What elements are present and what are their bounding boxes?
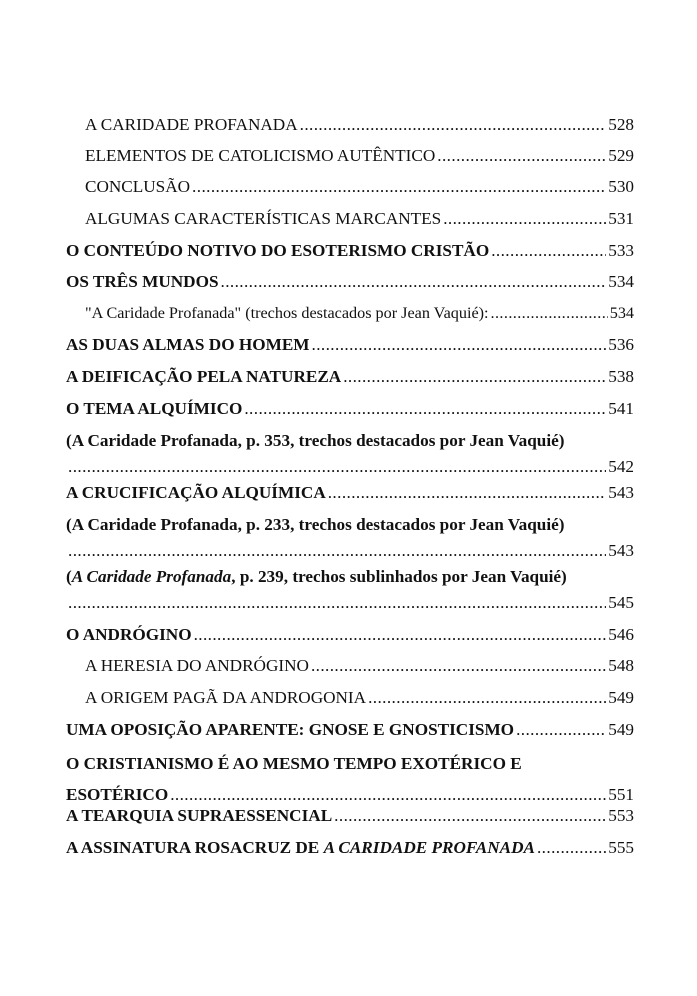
toc-title xyxy=(85,114,299,135)
toc-title-text: A CARIDADE PROFANADA xyxy=(323,838,535,857)
toc-entry[interactable] xyxy=(66,430,634,477)
dot-leader xyxy=(334,805,606,826)
toc-entry[interactable] xyxy=(66,114,634,135)
toc-title-text: A TEARQUIA SUPRAESSENCIAL xyxy=(66,806,333,825)
toc-title xyxy=(66,784,169,805)
dot-leader xyxy=(312,334,607,355)
toc-entry[interactable] xyxy=(66,334,634,355)
toc-title-text: A ASSINATURA ROSACRUZ DE xyxy=(66,838,324,857)
toc-title-text: ( xyxy=(66,567,72,586)
toc-title xyxy=(66,719,515,740)
toc-title xyxy=(66,271,220,292)
page-number: 528 xyxy=(608,115,634,134)
page-number: 548 xyxy=(608,656,634,675)
toc-title-text: AS DUAS ALMAS DO HOMEM xyxy=(66,335,310,354)
toc-title-text: A CARIDADE PROFANADA xyxy=(85,115,298,134)
toc-title-text: , p. 239, trechos sublinhados por Jean Vaquié) xyxy=(231,567,567,586)
dot-leader xyxy=(491,303,608,324)
page-number: 543 xyxy=(608,541,634,560)
page-number: 549 xyxy=(608,720,634,739)
dot-leader xyxy=(192,176,606,197)
toc-title xyxy=(85,687,367,708)
page-number: 555 xyxy=(608,838,634,857)
dot-leader xyxy=(244,398,606,419)
dot-leader xyxy=(194,624,607,645)
toc-title-text: ESOTÉRICO xyxy=(66,785,169,804)
toc-title-text: A HERESIA DO ANDRÓGINO xyxy=(85,656,309,675)
toc-title xyxy=(66,482,327,503)
toc-entry[interactable] xyxy=(66,655,634,676)
toc-title-text: (A Caridade Profanada, p. 353, trechos destacados por Jean Vaquié) xyxy=(66,431,565,450)
dot-leader xyxy=(68,540,606,561)
dot-leader xyxy=(343,366,606,387)
page-number: 551 xyxy=(608,785,634,804)
toc-title-text: A DEIFICAÇÃO PELA NATUREZA xyxy=(66,367,342,386)
toc-title-text: O TEMA ALQUÍMICO xyxy=(66,399,243,418)
toc-entry[interactable] xyxy=(66,398,634,419)
dot-leader xyxy=(437,145,606,166)
page-number: 531 xyxy=(608,209,634,228)
toc-title xyxy=(85,303,490,324)
toc-title-text: O CONTEÚDO NOTIVO DO ESOTERISMO CRISTÃO xyxy=(66,241,490,260)
page-number: 546 xyxy=(608,625,634,644)
dot-leader xyxy=(368,687,606,708)
page-number: 542 xyxy=(608,457,634,476)
toc-entry[interactable] xyxy=(66,753,634,805)
toc-entry[interactable] xyxy=(66,837,634,858)
page-number: 534 xyxy=(609,304,634,322)
toc-entry[interactable] xyxy=(66,514,634,561)
page-number: 541 xyxy=(608,399,634,418)
toc-entry[interactable] xyxy=(66,303,634,324)
toc-title xyxy=(66,837,536,858)
dot-leader xyxy=(491,240,606,261)
page-number: 530 xyxy=(608,177,634,196)
toc-entry[interactable] xyxy=(66,366,634,387)
toc-entry[interactable] xyxy=(66,687,634,708)
toc-title-line xyxy=(66,753,634,774)
toc-title xyxy=(66,334,311,355)
toc-title-line xyxy=(66,514,634,535)
toc-title xyxy=(85,145,436,166)
page-number: 549 xyxy=(608,688,634,707)
toc-entry[interactable] xyxy=(66,805,634,826)
toc-title-text: A Caridade Profanada xyxy=(71,567,232,586)
dot-leader xyxy=(170,784,606,805)
toc-title xyxy=(66,624,193,645)
page-number: 553 xyxy=(608,806,634,825)
toc-title-text: CONCLUSÃO xyxy=(85,177,191,196)
toc-entry[interactable] xyxy=(66,176,634,197)
page-number: 533 xyxy=(608,241,634,260)
toc-entry[interactable] xyxy=(66,271,634,292)
toc-title xyxy=(66,805,333,826)
toc-title xyxy=(85,208,442,229)
toc-title xyxy=(66,398,243,419)
page-number: 536 xyxy=(608,335,634,354)
page-number: 534 xyxy=(608,272,634,291)
toc-title-text: (A Caridade Profanada, p. 233, trechos destacados por Jean Vaquié) xyxy=(66,515,565,534)
toc-title-text: O CRISTIANISMO É AO MESMO TEMPO EXOTÉRICO E xyxy=(66,754,522,773)
toc-entry[interactable] xyxy=(66,624,634,645)
dot-leader xyxy=(537,837,606,858)
page-number: 543 xyxy=(608,483,634,502)
toc-entry[interactable] xyxy=(66,240,634,261)
toc-entry[interactable] xyxy=(66,145,634,166)
toc-title-text: ELEMENTOS DE CATOLICISMO AUTÊNTICO xyxy=(85,146,436,165)
dot-leader xyxy=(221,271,607,292)
toc-title-line xyxy=(66,566,634,587)
toc-title xyxy=(66,240,490,261)
page-number: 545 xyxy=(608,593,634,612)
toc-title-text: UMA OPOSIÇÃO APARENTE: GNOSE E GNOSTICISMO xyxy=(66,720,515,739)
dot-leader xyxy=(68,456,606,477)
toc-title-text: A ORIGEM PAGÃ DA ANDROGONIA xyxy=(85,688,367,707)
toc-title-text: O ANDRÓGINO xyxy=(66,625,192,644)
toc-entry[interactable] xyxy=(66,719,634,740)
toc-entry[interactable] xyxy=(66,208,634,229)
page-number: 529 xyxy=(608,146,634,165)
toc-entry[interactable] xyxy=(66,482,634,503)
dot-leader xyxy=(311,655,606,676)
toc-entry[interactable] xyxy=(66,566,634,613)
toc-title xyxy=(85,655,310,676)
page-number: 538 xyxy=(608,367,634,386)
toc-title xyxy=(66,366,342,387)
toc-title-text: OS TRÊS MUNDOS xyxy=(66,272,219,291)
dot-leader xyxy=(516,719,606,740)
toc-title-text: ALGUMAS CARACTERÍSTICAS MARCANTES xyxy=(85,209,442,228)
toc-title-line xyxy=(66,430,634,451)
dot-leader xyxy=(328,482,606,503)
dot-leader xyxy=(68,592,606,613)
dot-leader xyxy=(300,114,607,135)
dot-leader xyxy=(443,208,606,229)
toc-title xyxy=(85,176,191,197)
toc-title-text: "A Caridade Profanada" (trechos destacados por Jean Vaquié): xyxy=(85,304,489,322)
toc-title-text: A CRUCIFICAÇÃO ALQUÍMICA xyxy=(66,483,326,502)
